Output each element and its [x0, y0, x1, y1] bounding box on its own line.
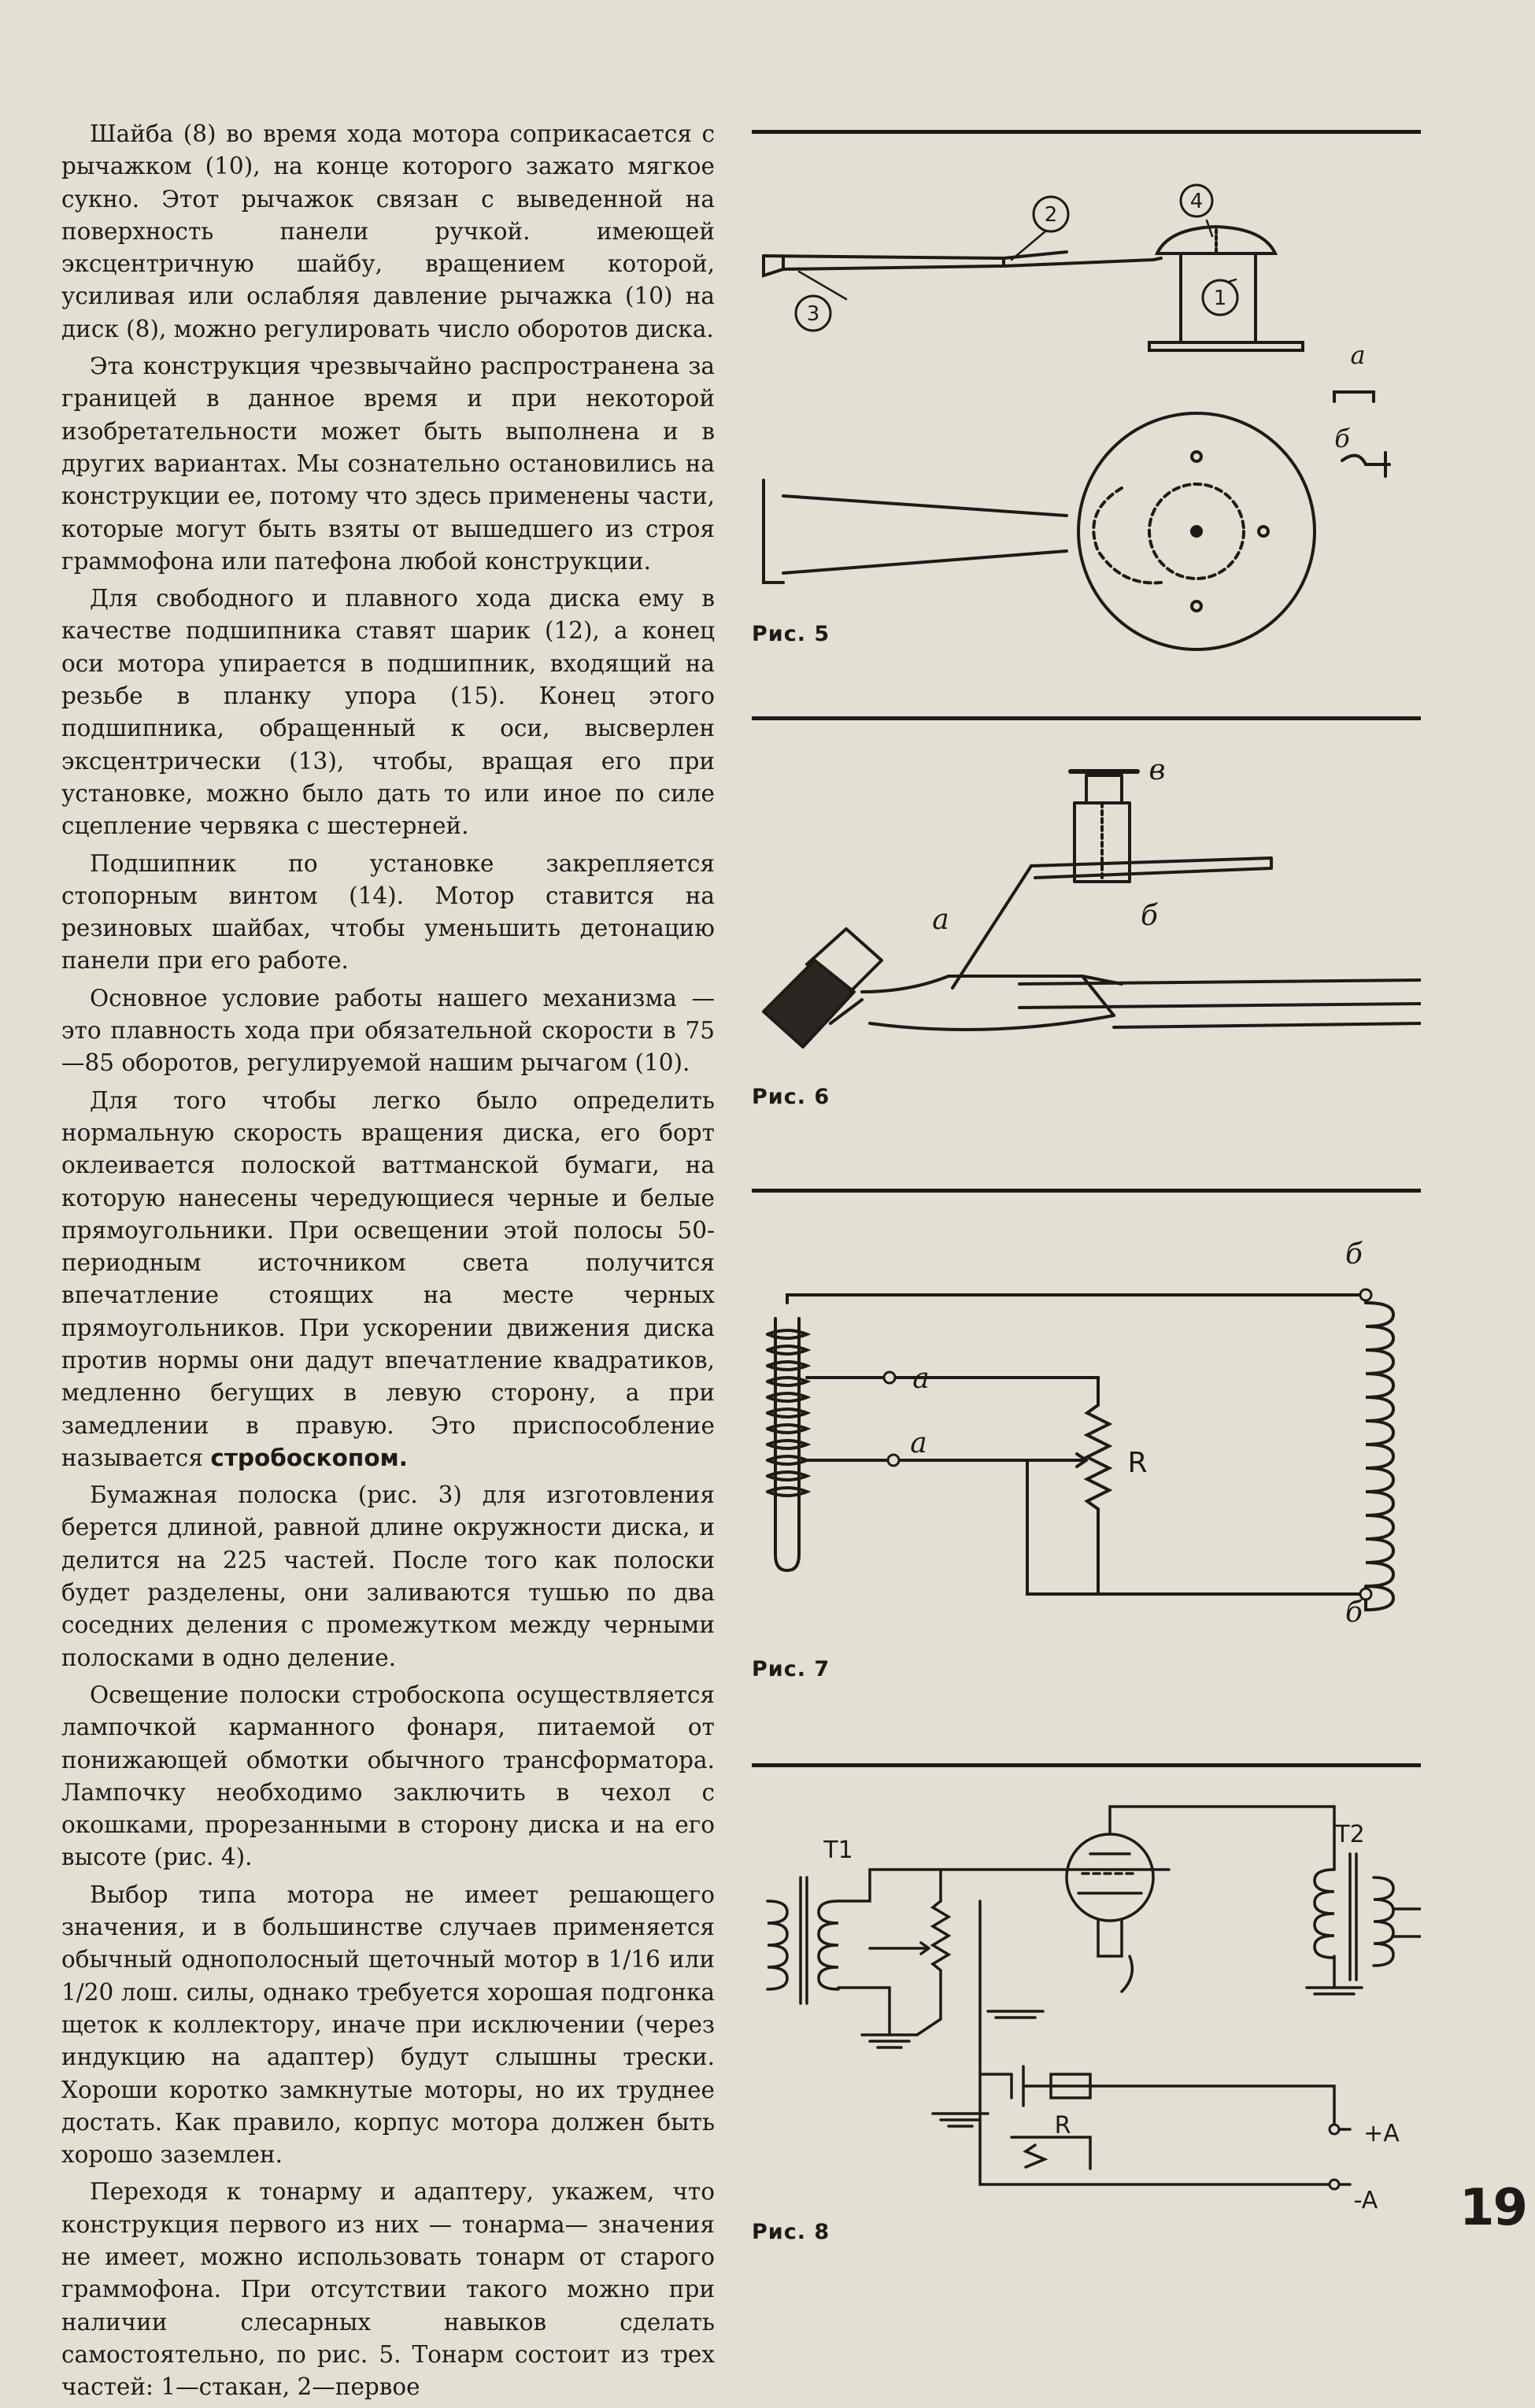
stroboscope-term: стробоскопом. [210, 1444, 408, 1471]
label-4: 4 [1189, 190, 1204, 213]
figure-8 [752, 1775, 1421, 2247]
rule [752, 1763, 1421, 1767]
label-b-bottom: б [1345, 1596, 1363, 1626]
figure-5 [752, 142, 1421, 693]
fig8-caption: Рис. 8 [752, 2220, 830, 2244]
label-b-top: б [1345, 1238, 1363, 1271]
rule [752, 130, 1421, 134]
tonearm-drawing [752, 142, 1421, 693]
label-3: 3 [806, 302, 820, 326]
paragraph: Основное условие работы нашего механизма — это плавность хода при обязательной скорости в 75—85 оборотов, регулируемой нашим рычагом (10). [61, 984, 715, 1077]
label-plus-A: +A [1363, 2120, 1400, 2147]
label-R: R [1054, 2112, 1071, 2140]
label-R: R [1127, 1447, 1148, 1479]
label-a: а [932, 904, 949, 936]
figures-column [752, 94, 1460, 2244]
paragraph-stroboscope [61, 1085, 715, 1475]
fig5-caption: Рис. 5 [752, 622, 830, 646]
paragraph: Выбор типа мотора не имеет решающего значения, и в большинстве случаев применяется обычный однополосный щеточный мотор в 1/16 или 1/20 лош. силы, однако требуется хорошая подгонка щеток к коллектору, иначе при исключении (через индукцию на адаптер) будут слышны трески. Хороши коротко замкнутые моторы, но их труднее достать. Как правило, корпус мотора должен быть хорошо заземлен. [61, 1881, 715, 2169]
label-T2: T2 [1335, 1821, 1365, 1848]
paragraph: Подшипник по установке закрепляется стопорным винтом (14). Мотор ставится на резиновых шайбах, чтобы уменьшить детонацию панели при его работе. [61, 849, 715, 975]
paragraph: Освещение полоски стробоскопа осуществляется лампочкой карманного фонаря, питаемой от понижающей обмотки обычного трансформатора. Лампочку необходимо заключить в чехол с окошками, прорезанными в сторону диска и на его высоте (рис. 4). [61, 1681, 715, 1871]
rule [752, 1189, 1421, 1193]
paragraph: Эта конструкция чрезвычайно распространена за границей в данное время и при некоторой изобретательности может быть выполнена и в других вариантах. Мы сознательно остановились на конструкции ее, потому что здесь применены части, которые могут быть взяты от вышедшего из строя граммофона или патефона любой конструкции. [61, 353, 715, 575]
amplifier-schematic [752, 1775, 1421, 2216]
paragraph: Для свободного и плавного хода диска ему в качестве подшипника ставят шарик (12), а конец оси мотора упирается в подшипник, входящий на резьбе в планку упора (15). Конец этого подшипника, обращенный к оси, высверлен эксцентрически (13), чтобы, вращая его при установке, можно было дать то или иное по силе сцепление червяка с шестерней. [61, 585, 715, 840]
article-text-column [61, 118, 715, 2408]
label-a: а [1350, 340, 1366, 370]
rule [752, 716, 1421, 720]
adapter-drawing [752, 724, 1421, 1118]
label-2: 2 [1044, 203, 1058, 227]
label-a-upper: а [912, 1363, 930, 1395]
figure-6 [752, 724, 1421, 1149]
paragraph: Переходя к тонарму и адаптеру, укажем, что конструкция первого из них — тонарма— значения не имеет, можно использовать тонарм от старого граммофона. При отсутствии такого можно при наличии слесарных навыков сделать самостоятельно, по рис. 5. Тонарм состоит из трех частей: 1—стакан, 2—первое [61, 2178, 715, 2401]
paragraph: Шайба (8) во время хода мотора соприкасается с рычажком (10), на конце которого зажато мягкое сукно. Этот рычажок связан с выведенной на поверхность панели ручкой. имеющей эксцентричную шайбу, вращением которой, усиливая или ослабляя давление рычажка (10) на диск (8), можно регулировать число оборотов диска. [61, 120, 715, 342]
figure-7 [752, 1200, 1421, 1641]
label-b: б [1334, 424, 1350, 453]
label-b: б [1141, 900, 1158, 932]
fig6-caption: Рис. 6 [752, 1085, 830, 1109]
label-v: в [1148, 754, 1166, 786]
paragraph-text: Для того чтобы легко было определить нормальную скорость вращения диска, его борт оклеивается полоской ваттманской бумаги, на которую нанесены чередующиеся черные и белые прямоугольники. При освещении этой полосы 50-периодным источником света получится впечатление стоящих на месте черных прямоугольников. При ускорении движения диска против нормы они дадут впечатление квадратиков, медленно бегущих в левую сторону, а при замедлении в правую. Это приспособление называется [61, 1086, 715, 1471]
label-a-lower: а [910, 1427, 927, 1459]
label-1: 1 [1213, 287, 1227, 310]
circuit-diagram-7 [752, 1200, 1421, 1626]
paragraph: Бумажная полоска (рис. 3) для изготовления берется длиной, равной длине окружности диска, и делится на 225 частей. После того как полоски будет разделены, они заливаются тушью по два соседних деления с промежутком между черными полосками в одно деление. [61, 1481, 715, 1671]
page-number: 19 [1459, 2179, 1527, 2237]
label-T1: T1 [823, 1837, 853, 1864]
fig7-caption: Рис. 7 [752, 1657, 830, 1681]
label-minus-A: -A [1353, 2187, 1378, 2214]
